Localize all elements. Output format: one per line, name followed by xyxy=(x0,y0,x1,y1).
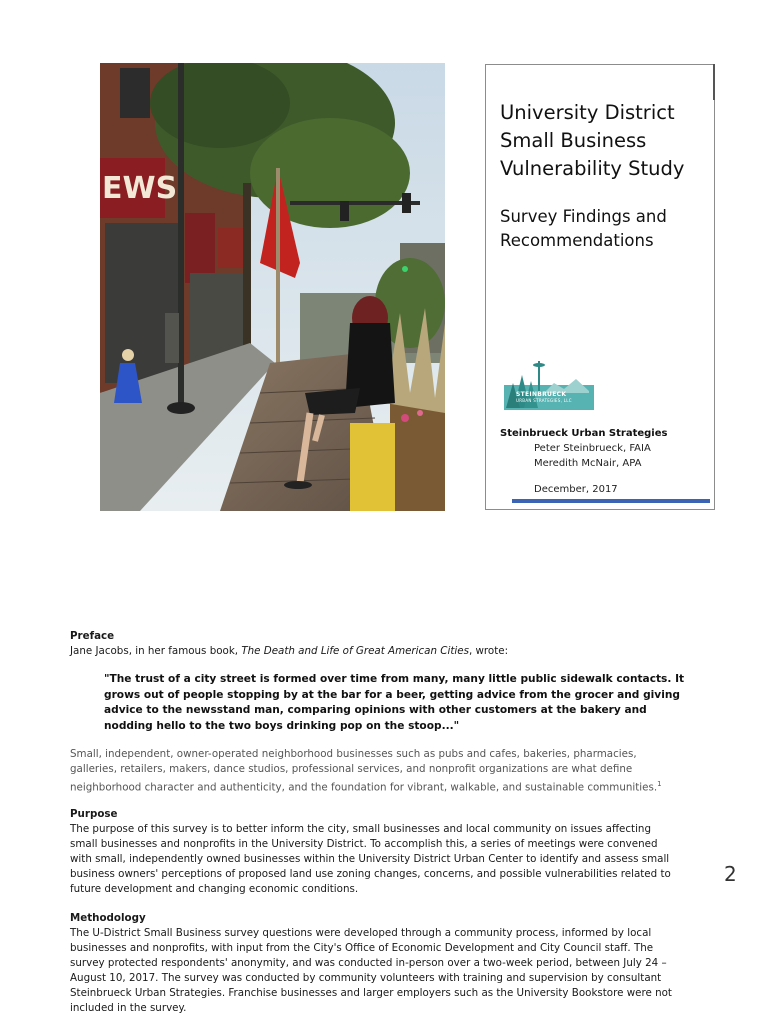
author-name: Peter Steinbrueck, FAIA xyxy=(534,443,651,454)
subtitle-line: Survey Findings and xyxy=(500,207,667,226)
quote-line: "The trust of a city street is formed over time from many, many little public sidewalk contacts. It xyxy=(104,673,685,685)
preface-heading: Preface xyxy=(70,630,115,642)
report-subtitle xyxy=(500,205,705,253)
purpose-section xyxy=(70,807,710,897)
body-line: galleries, retailers, makers, dance studios, professional services, and nonprofit organizations are what define xyxy=(70,763,633,775)
quote-line: advice to the newsstand man, comparing opinions with other customers at the bakery and xyxy=(104,704,647,716)
methodology-line: included in the survey. xyxy=(70,1002,187,1014)
purpose-line: The purpose of this survey is to better inform the city, small businesses and local community on issues affecting xyxy=(70,823,651,835)
logo-tagline: URBAN STRATEGIES, LLC xyxy=(516,398,572,403)
title-line: University District xyxy=(500,101,675,124)
preface-intro xyxy=(70,644,710,659)
steinbrueck-logo-icon xyxy=(504,353,594,413)
methodology-line: Steinbrueck Urban Strategies. Franchise businesses and larger employers such as the University Bookstore were not xyxy=(70,987,672,999)
organization-name: Steinbrueck Urban Strategies xyxy=(500,428,668,439)
methodology-heading: Methodology xyxy=(70,912,146,924)
methodology-line: August 10, 2017. The survey was conducted by community volunteers with training and supervision by consultant xyxy=(70,972,662,984)
quote-line: nodding hello to the two boys drinking pop on the stoop..." xyxy=(104,719,460,732)
report-title xyxy=(500,99,705,183)
author-name: Meredith McNair, APA xyxy=(534,458,642,469)
storefront-sign: EWS xyxy=(102,171,178,206)
logo-name: STEINBRUECK xyxy=(516,391,567,398)
purpose-line: with small, independently owned businesses within the University District Urban Center to identify and assess small xyxy=(70,853,670,865)
methodology-section xyxy=(70,911,710,1016)
intro-text-end: , wrote: xyxy=(468,645,509,657)
body-line xyxy=(70,777,710,795)
methodology-line: businesses and nonprofits, with input from the City's Office of Economic Development and City Council staff. The xyxy=(70,942,654,954)
book-title: The Death and Life of Great American Cities xyxy=(241,645,469,657)
intro-text: Jane Jacobs, in her famous book, xyxy=(70,645,242,657)
title-line: Vulnerability Study xyxy=(500,157,685,180)
purpose-line: small businesses and nonprofits in the University District. To accomplish this, a series of meetings were convened xyxy=(70,838,658,850)
preface-body xyxy=(70,747,710,795)
logo-wordmark xyxy=(516,391,572,403)
body-line-text: neighborhood character and authenticity, and the foundation for vibrant, walkable, and sustainable communities. xyxy=(70,781,658,794)
purpose-line: future development and changing economic conditions. xyxy=(70,883,359,895)
quote-line: grows out of people stopping by at the bar for a beer, getting advice from the grocer and giving xyxy=(104,688,680,701)
jacobs-quote xyxy=(104,672,704,734)
accent-bar xyxy=(512,499,710,503)
preface-section xyxy=(70,629,710,659)
page-number: 2 xyxy=(724,862,737,886)
footnote-marker[interactable]: 1 xyxy=(657,780,662,788)
subtitle-line: Recommendations xyxy=(500,231,654,250)
methodology-line: survey protected respondents' anonymity, and was conducted in-person over a two-week period, between July 24 – xyxy=(70,957,667,969)
body-line: Small, independent, owner-operated neighborhood businesses such as pubs and cafes, bakeries, pharmacies, xyxy=(70,748,637,760)
title-line: Small Business xyxy=(500,129,647,152)
report-cover xyxy=(485,64,715,510)
report-date: December, 2017 xyxy=(534,484,618,495)
purpose-heading: Purpose xyxy=(70,808,118,820)
purpose-line: business owners' perceptions of proposed land use zoning changes, concerns, and possible vulnerabilities related to xyxy=(70,868,671,880)
cover-edge-mark xyxy=(713,64,715,100)
cover-photo xyxy=(100,63,445,511)
methodology-line: The U-District Small Business survey questions were developed through a community process, informed by local xyxy=(70,927,652,939)
street-scene-illustration xyxy=(100,63,445,511)
